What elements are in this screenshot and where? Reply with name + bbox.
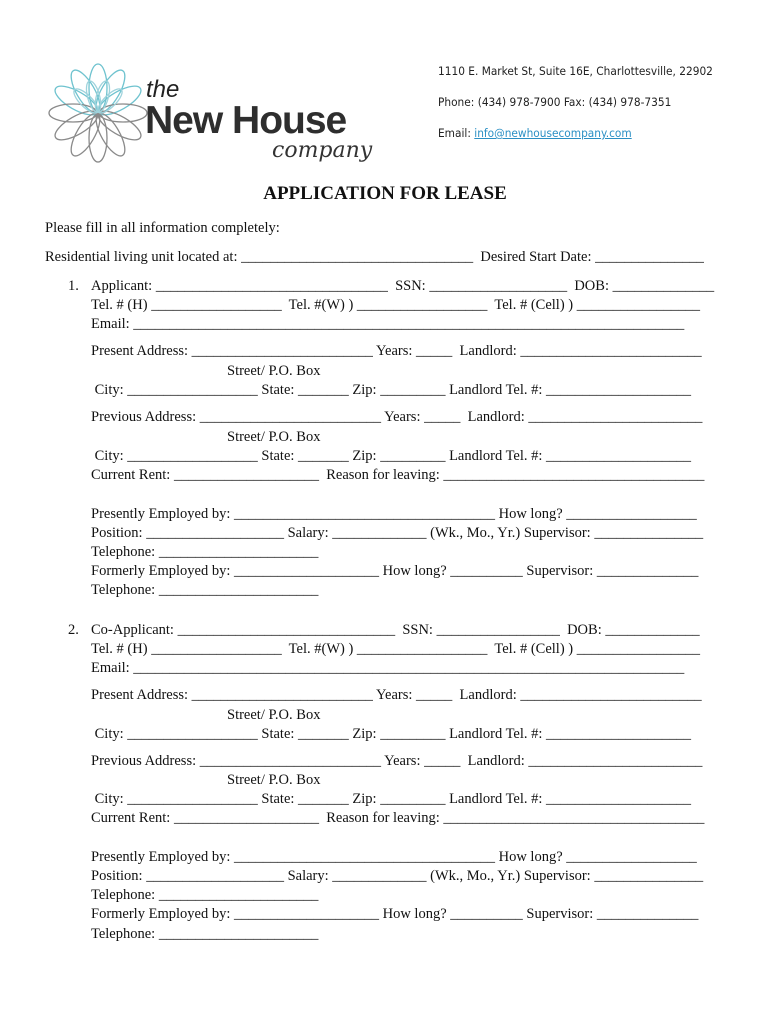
position-line[interactable]: Position: ___________________ Salary: _____________ (Wk., Mo., Yr.) Supervisor: _______________ xyxy=(91,525,704,541)
logo-the-text: the xyxy=(146,76,180,103)
present-employer-line[interactable]: Presently Employed by: ____________________________________ How long? __________________ xyxy=(91,849,697,865)
current-rent-line[interactable]: Current Rent: ____________________ Reason for leaving: ____________________________________ xyxy=(91,467,705,483)
current-rent-line[interactable]: Current Rent: ____________________ Reason for leaving: ____________________________________ xyxy=(91,810,705,826)
street-caption: Street/ P.O. Box xyxy=(227,429,321,445)
city-line[interactable]: City: __________________ State: _______ Zip: _________ Landlord Tel. #: ____________________ xyxy=(91,448,692,464)
section-number-2: 2. xyxy=(68,622,79,638)
company-address: 1110 E. Market St, Suite 16E, Charlottesville, 22902 xyxy=(438,64,713,78)
company-email xyxy=(438,126,632,140)
employer-telephone-line[interactable]: Telephone: ______________________ xyxy=(91,887,319,903)
email-line[interactable]: Email: ____________________________________________________________________________ xyxy=(91,660,685,676)
telephone-line[interactable]: Tel. # (H) __________________ Tel. #(W) ) __________________ Tel. # (Cell) ) _________________ xyxy=(91,641,700,657)
applicant-line[interactable]: Applicant: ________________________________ SSN: ___________________ DOB: ______________ xyxy=(91,278,715,294)
former-employer-line[interactable]: Formerly Employed by: ____________________ How long? __________ Supervisor: ______________ xyxy=(91,563,699,579)
street-caption: Street/ P.O. Box xyxy=(227,707,321,723)
telephone-line[interactable]: Tel. # (H) __________________ Tel. #(W) ) __________________ Tel. # (Cell) ) _________________ xyxy=(91,297,700,313)
former-employer-telephone-line[interactable]: Telephone: ______________________ xyxy=(91,926,319,942)
unit-line[interactable]: Residential living unit located at: ________________________________ Desired Start Date: _______________ xyxy=(45,249,704,265)
co-applicant-line[interactable]: Co-Applicant: ______________________________ SSN: _________________ DOB: _____________ xyxy=(91,622,700,638)
street-caption: Street/ P.O. Box xyxy=(227,363,321,379)
city-line[interactable]: City: __________________ State: _______ Zip: _________ Landlord Tel. #: ____________________ xyxy=(91,382,692,398)
email-line[interactable]: Email: ____________________________________________________________________________ xyxy=(91,316,685,332)
page-title: APPLICATION FOR LEASE xyxy=(263,183,507,204)
intro-text: Please fill in all information completely: xyxy=(45,220,280,236)
former-employer-line[interactable]: Formerly Employed by: ____________________ How long? __________ Supervisor: ______________ xyxy=(91,906,699,922)
section-number-1: 1. xyxy=(68,278,79,294)
city-line[interactable]: City: __________________ State: _______ Zip: _________ Landlord Tel. #: ____________________ xyxy=(91,726,692,742)
former-employer-telephone-line[interactable]: Telephone: ______________________ xyxy=(91,582,319,598)
email-label: Email: xyxy=(438,126,475,140)
previous-address-line[interactable]: Previous Address: _________________________ Years: _____ Landlord: ________________________ xyxy=(91,753,703,769)
city-line[interactable]: City: __________________ State: _______ Zip: _________ Landlord Tel. #: ____________________ xyxy=(91,791,692,807)
company-phone: Phone: (434) 978-7900 Fax: (434) 978-7351 xyxy=(438,95,672,109)
present-address-line[interactable]: Present Address: _________________________ Years: _____ Landlord: _________________________ xyxy=(91,343,702,359)
email-link[interactable]: info@newhousecompany.com xyxy=(474,126,632,140)
present-employer-line[interactable]: Presently Employed by: ____________________________________ How long? __________________ xyxy=(91,506,697,522)
lotus-logo-icon xyxy=(48,58,148,168)
present-address-line[interactable]: Present Address: _________________________ Years: _____ Landlord: _________________________ xyxy=(91,687,702,703)
logo-company-text: company xyxy=(272,138,373,163)
logo-name-text: New House xyxy=(145,99,347,142)
position-line[interactable]: Position: ___________________ Salary: _____________ (Wk., Mo., Yr.) Supervisor: _______________ xyxy=(91,868,704,884)
employer-telephone-line[interactable]: Telephone: ______________________ xyxy=(91,544,319,560)
previous-address-line[interactable]: Previous Address: _________________________ Years: _____ Landlord: ________________________ xyxy=(91,409,703,425)
street-caption: Street/ P.O. Box xyxy=(227,772,321,788)
